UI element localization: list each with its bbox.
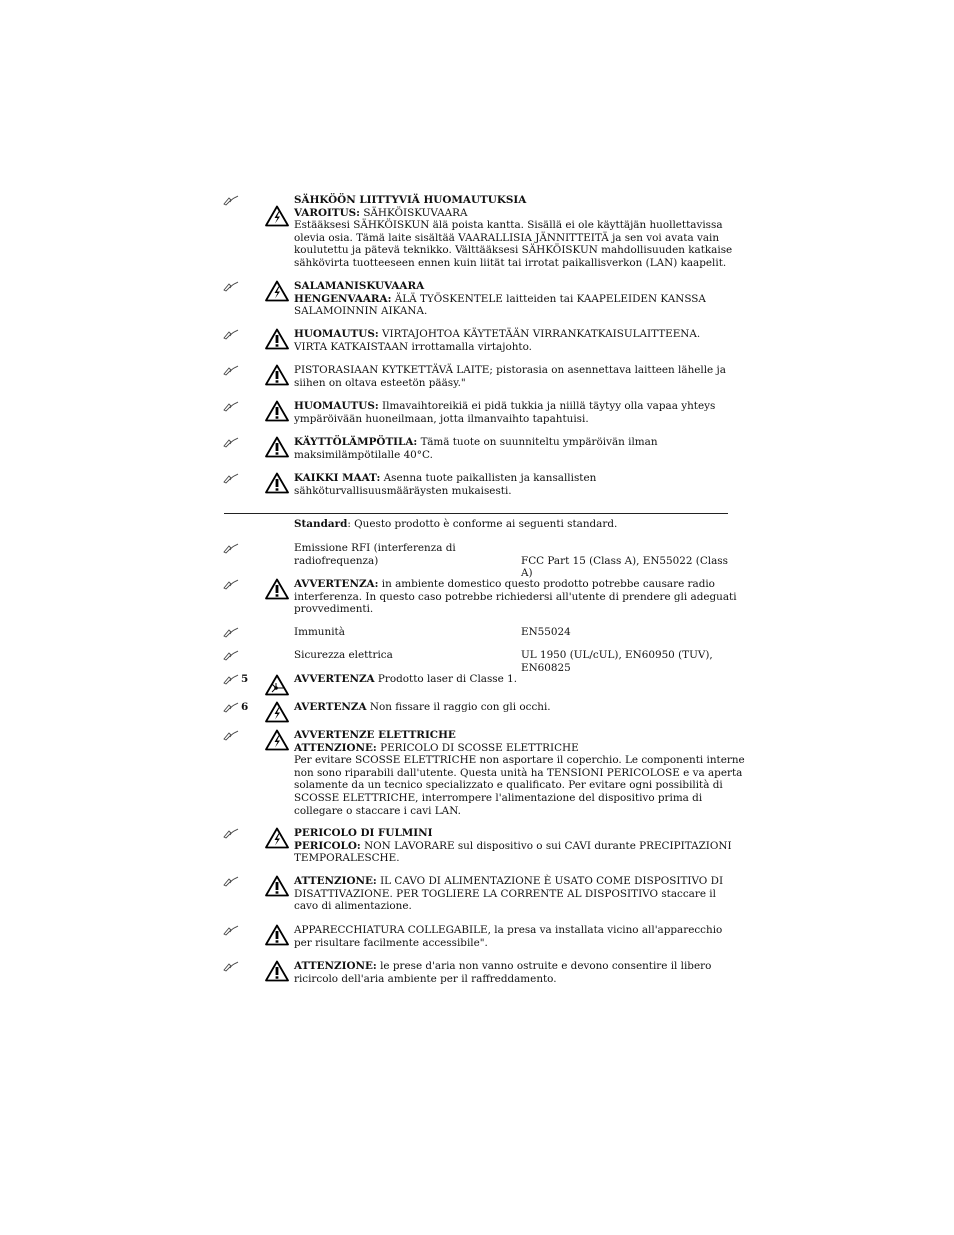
it-safety-value: UL 1950 (UL/cUL), EN60950 (TUV), EN60825: [521, 649, 713, 674]
fi-danger-label: HENGENVAARA:: [294, 292, 392, 305]
it-light-text-2: TEMPORALESCHE.: [294, 852, 400, 865]
fi-danger-text-2: SALAMOINNIN AIKANA.: [294, 305, 428, 318]
it-laser-number: 5: [241, 673, 249, 685]
fi-countries-text-2: sähköturvallisuusmääräysten mukaisesti.: [294, 484, 512, 497]
caution-icon: [265, 960, 289, 982]
it-plug-text: APPARECCHIATURA COLLEGABILE, la presa va installata vicino all'apparecchio: [294, 924, 723, 936]
note-marker-icon: [222, 960, 240, 972]
it-cable-label: ATTENZIONE:: [294, 875, 377, 887]
section-divider: [224, 513, 728, 514]
note-marker-icon: [222, 875, 240, 887]
note-marker-icon: [222, 542, 240, 554]
it-rfi-label: Emissione RFI (interferenza di: [294, 542, 456, 554]
it-rfi-value: FCC Part 15 (Class A), EN55022 (Class A): [521, 554, 728, 580]
fi-warning-sub: SÄHKÖISKUVAARA: [363, 206, 468, 219]
note-marker-icon: [222, 280, 240, 292]
fi-socket-text: PISTORASIAAN KYTKETTÄVÄ LAITE; pistorasia on asennettava laitteen lähelle ja: [294, 364, 726, 376]
fi-vent-label: HUOMAUTUS:: [294, 400, 379, 412]
caution-icon: [265, 472, 289, 494]
it-elec-label: ATTENZIONE:: [294, 741, 377, 754]
it-elec-line: Per evitare SCOSSE ELETTRICHE non asportare il coperchio. Le componenti interne: [294, 754, 745, 767]
it-plug-text-2: per risultare facilmente accessibile".: [294, 936, 488, 949]
caution-icon: [265, 924, 289, 946]
it-immunity-label: Immunità: [294, 626, 345, 638]
it-light-heading: PERICOLO DI FULMINI: [294, 827, 433, 839]
electric-shock-warning-icon: [265, 827, 289, 849]
it-safety-label: Sicurezza elettrica: [294, 649, 393, 661]
fi-socket-text-2: siihen on oltava esteetön pääsy.": [294, 376, 466, 389]
it-elec-line: SCOSSE ELETTRICHE, interrompere l'alimentazione del dispositivo prima di: [294, 791, 703, 804]
fi-note-text-2: VIRTA KATKAISTAAN irrottamalla virtajohto.: [294, 340, 532, 353]
fi-countries-text: Asenna tuote paikallisten ja kansallisten: [383, 472, 597, 484]
fi-body-line: Estääksesi SÄHKÖISKUN älä poista kantta. Sisällä ei ole käyttäjän huollettavissa: [294, 219, 723, 232]
it-light-text: NON LAVORARE sul dispositivo o sui CAVI durante PRECIPITAZIONI: [364, 839, 732, 852]
it-cable-text: IL CAVO DI ALIMENTAZIONE È USATO COME DISPOSITIVO DI: [380, 875, 724, 887]
electric-shock-warning-icon: [265, 729, 289, 751]
electric-shock-warning-icon: [265, 280, 289, 302]
fi-note-label: HUOMAUTUS:: [294, 328, 379, 340]
fi-heading: SÄHKÖÖN LIITTYVIÄ HUOMAUTUKSIA: [294, 194, 527, 206]
note-marker-icon: [222, 827, 240, 839]
fi-note-text: VIRTAJOHTOA KÄYTETÄÄN VIRRANKATKAISULAITTEENA.: [382, 328, 701, 340]
it-light-label: PERICOLO:: [294, 839, 361, 852]
it-laser-text: Prodotto laser di Classe 1.: [377, 673, 517, 685]
it-standard-label: Standard: [294, 518, 348, 530]
caution-icon: [265, 328, 289, 350]
fi-warning-label: VAROITUS:: [294, 206, 360, 219]
laser-warning-icon: [265, 674, 289, 696]
note-marker-icon: [222, 649, 240, 661]
note-marker-icon: [222, 328, 240, 340]
electric-shock-warning-icon: [265, 701, 289, 723]
it-cable-text-3: cavo di alimentazione.: [294, 900, 412, 913]
caution-icon: [265, 578, 289, 600]
it-elec-line: non sono riparabili dall'utente. Questa unità ha TENSIONI PERICOLOSE e va aperta: [294, 766, 743, 779]
it-avv-text: in ambiente domestico questo prodotto potrebbe causare radio: [381, 578, 715, 590]
it-laser-label: AVVERTENZA: [294, 673, 375, 685]
fi-vent-text-2: ympäröivään huoneilmaan, jotta ilmanvaihto tapahtuisi.: [294, 412, 589, 425]
it-standard-text: : Questo prodotto è conforme ai seguenti standard.: [347, 518, 618, 530]
electric-shock-warning-icon: [265, 205, 289, 227]
it-immunity-value: EN55024: [521, 626, 571, 638]
caution-icon: [265, 364, 289, 386]
it-avv-text-2: interferenza. In questo caso potrebbe richiedersi all'utente di prendere gli adeguati: [294, 590, 737, 603]
fi-vent-text: Ilmavaihtoreikiä ei pidä tukkia ja niillä täytyy olla vapaa yhteys: [382, 400, 716, 412]
it-elec-heading: AVVERTENZE ELETTRICHE: [294, 729, 456, 741]
note-marker-icon: [222, 729, 240, 741]
fi-body-line: sähkövirta tuotteeseen ennen kuin liität tai irrotat paikallisverkon (LAN) kaapelit.: [294, 256, 727, 269]
caution-icon: [265, 875, 289, 897]
note-marker-icon: [222, 578, 240, 590]
it-rfi-label-2: radiofrequenza): [294, 554, 379, 567]
it-eye-text: Non fissare il raggio con gli occhi.: [369, 701, 551, 713]
note-marker-icon: [222, 364, 240, 376]
fi-lightning-heading: SALAMANISKUVAARA: [294, 280, 425, 292]
note-marker-icon: [222, 701, 240, 713]
fi-countries-label: KAIKKI MAAT:: [294, 472, 381, 484]
fi-temp-text: Tämä tuote on suunniteltu ympäröivän ilman: [420, 436, 658, 448]
it-elec-line: solamente da un tecnico specializzato e qualificato. Per evitare ogni possibilità di: [294, 779, 723, 792]
note-marker-icon: [222, 924, 240, 936]
it-avv-label: AVVERTENZA:: [294, 578, 379, 590]
note-marker-icon: [222, 436, 240, 448]
it-elec-sub: PERICOLO DI SCOSSE ELETTRICHE: [380, 741, 579, 754]
caution-icon: [265, 400, 289, 422]
it-cable-text-2: DISATTIVAZIONE. PER TOGLIERE LA CORRENTE AL DISPOSITIVO staccare il: [294, 887, 716, 900]
note-marker-icon: [222, 400, 240, 412]
note-marker-icon: [222, 673, 240, 685]
fi-danger-text: ÄLÄ TYÖSKENTELE laitteiden tai KAAPELEIDEN KANSSA: [394, 292, 706, 305]
note-marker-icon: [222, 194, 240, 206]
fi-body-line: koulutettu ja pätevä teknikko. Välttääksesi SÄHKÖISKUN mahdollisuuden katkaise: [294, 244, 733, 257]
note-marker-icon: [222, 472, 240, 484]
fi-temp-label: KÄYTTÖLÄMPÖTILA:: [294, 436, 418, 448]
it-air-text-2: ricircolo dell'aria ambiente per il raffreddamento.: [294, 972, 557, 985]
it-eye-label: AVERTENZA: [294, 701, 367, 713]
fi-body-line: olevia osia. Tämä laite sisältää VAARALLISIA JÄNNITTEITÄ ja sen voi avata vain: [294, 231, 720, 244]
it-avv-text-3: provvedimenti.: [294, 603, 374, 616]
note-marker-icon: [222, 626, 240, 638]
fi-temp-text-2: maksimilämpötilalle 40°C.: [294, 448, 433, 461]
it-air-label: ATTENZIONE:: [294, 960, 377, 972]
it-eye-number: 6: [241, 701, 249, 713]
caution-icon: [265, 436, 289, 458]
it-elec-line: collegare o staccare i cavi LAN.: [294, 804, 461, 817]
it-air-text: le prese d'aria non vanno ostruite e devono consentire il libero: [380, 960, 712, 972]
